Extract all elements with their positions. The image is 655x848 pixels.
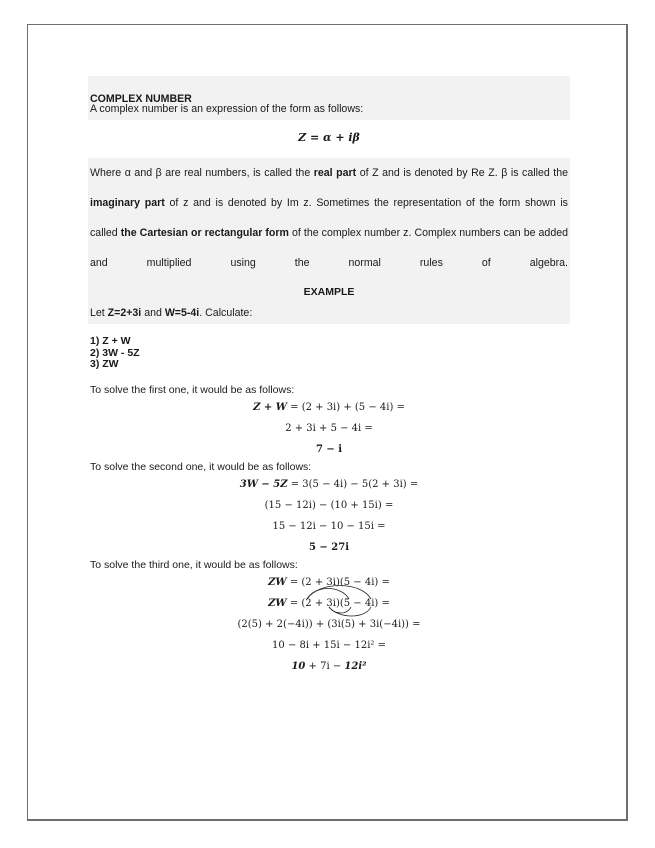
solution3-result [90, 656, 568, 677]
solution3-lhs-2: ZW [268, 597, 287, 609]
example-heading: EXAMPLE [303, 286, 355, 298]
definition-section [88, 158, 570, 324]
and-text: and [141, 307, 165, 319]
definition-text-3: of z and is denoted by Im z. Sometimes the representation of the form shown is called [90, 197, 568, 239]
solution1-line1 [90, 397, 568, 418]
solution1-line2: 2 + 3i + 5 − 4i = [285, 422, 373, 434]
solution3-line1 [90, 572, 568, 593]
section-heading: COMPLEX NUMBER [90, 93, 192, 105]
definition-text-1: Where α and β are real numbers, is called the [90, 167, 314, 179]
task-item: 1) Z + W [90, 335, 131, 347]
solution1-result: 7 − i [315, 443, 343, 455]
term-imaginary-part: imaginary part [90, 197, 165, 209]
let-text: Let [90, 307, 108, 319]
definition-text-2: of Z and is denoted by Re Z. β is called the [356, 167, 568, 179]
z-definition: Z=2+3i [107, 307, 142, 319]
solution1-rhs: = (2 + 3i) + (5 − 4i) = [286, 401, 405, 413]
document-page [27, 24, 628, 821]
solution1-intro: To solve the first one, it would be as follows: [90, 383, 295, 396]
task-list [90, 336, 568, 371]
solution2-line2: (15 − 12i) − (10 + 15i) = [264, 499, 394, 511]
task-item: 3) ZW [90, 358, 119, 370]
main-equation: Z = α + iβ [298, 131, 360, 144]
foil-expression-text: (2 + 3i)(5 − 4i) [301, 597, 379, 609]
w-definition: W=5-4i [164, 307, 200, 319]
term-real-part: real part [313, 167, 357, 179]
solution2-line1 [90, 474, 568, 495]
solution1-lhs: Z + W [253, 401, 287, 413]
solution3-intro: To solve the third one, it would be as follows: [90, 558, 298, 571]
solution2-intro: To solve the second one, it would be as follows: [90, 460, 312, 473]
solution2-line3: 15 − 12i − 10 − 15i = [272, 520, 386, 532]
result-real: 10 [291, 660, 306, 672]
definition-text-4: of the complex number z. Complex numbers can be added and multiplied using the normal rules of algebra. [90, 227, 568, 269]
solution3-lhs: ZW [268, 576, 287, 588]
task-item: 2) 3W - 5Z [90, 346, 140, 359]
result-middle: + 7i − [305, 660, 345, 672]
solution3-rhs: = (2 + 3i)(5 − 4i) = [286, 576, 390, 588]
term-cartesian-form: the Cartesian or rectangular form [120, 227, 289, 239]
calculate-text: . Calculate: [199, 307, 253, 319]
intro-section [88, 76, 570, 120]
result-squared: 12i² [344, 660, 367, 672]
definition-paragraph [90, 158, 568, 278]
solution3-line3: (2(5) + 2(−4i)) + (3i(5) + 3i(−4i)) = [237, 618, 421, 630]
solution3-line2 [90, 593, 568, 614]
solution2-lhs: 3W − 5Z [239, 478, 288, 490]
equals-sign: = [286, 597, 302, 609]
intro-text: A complex number is an expression of the form as follows: [90, 103, 364, 115]
solution2-result: 5 − 27i [308, 541, 349, 553]
solution3-line4: 10 − 8i + 15i − 12i² = [272, 639, 386, 651]
document-content [90, 76, 568, 677]
equals-end: = [378, 597, 390, 609]
solution2-rhs: = 3(5 − 4i) − 5(2 + 3i) = [287, 478, 419, 490]
let-line [90, 304, 568, 324]
foil-expression [301, 593, 378, 614]
